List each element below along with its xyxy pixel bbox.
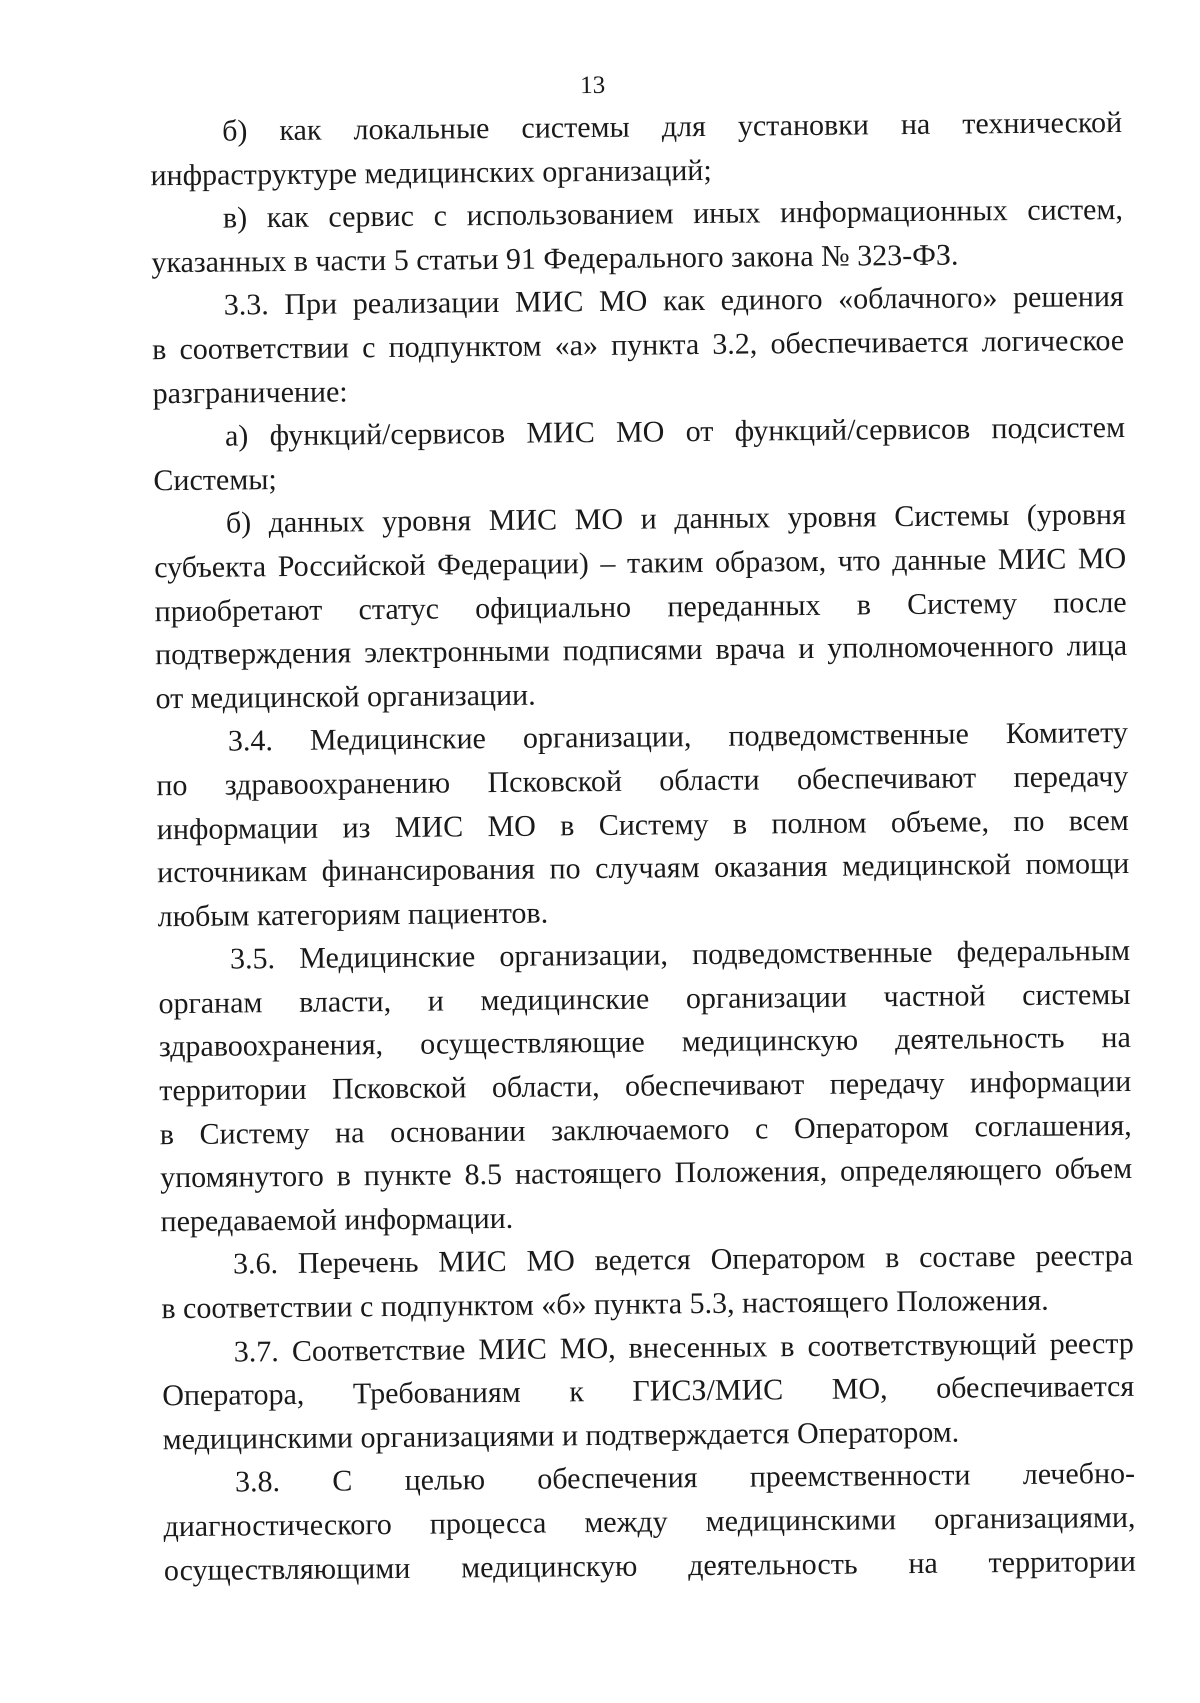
text-line: 3.7. Соответствие МИС МО, внесенных в соответствующий реестр <box>233 1326 1134 1369</box>
paragraph <box>163 1452 1136 1592</box>
text-line: органам власти, и медицинские организации частной системы <box>158 977 1131 1021</box>
text-line: 3.3. При реализации МИС МО как единого «облачного» решения <box>223 280 1124 322</box>
text-line: а) функций/сервисов МИС МО от функций/сервисов подсистем <box>224 411 1126 453</box>
text-line: указанных в части 5 статьи 91 Федерального закона № 323-ФЗ. <box>151 238 959 280</box>
text-line: передаваемой информации. <box>160 1201 514 1239</box>
text-line: в Систему на основании заключаемого с Оператором соглашения, <box>159 1108 1132 1151</box>
text-line: 3.8. С целью обеспечения преемственности лечебно- <box>234 1457 1136 1499</box>
document-body <box>150 101 1136 1592</box>
text-line: от медицинской организации. <box>155 678 536 715</box>
text-line: 3.6. Перечень МИС МО ведется Оператором в составе реестра <box>232 1239 1134 1281</box>
text-line: Оператора, Требованиям к ГИСЗ/МИС МО, обеспечивается <box>162 1370 1135 1413</box>
text-line: в) как сервис с использованием иных информационных систем, <box>222 193 1124 235</box>
text-line: приобретают статус официально переданных в Систему после <box>154 585 1127 628</box>
text-line: б) как локальные системы для установки на технической <box>221 105 1123 148</box>
text-line: Системы; <box>153 462 277 498</box>
paragraph <box>153 406 1126 503</box>
paragraph <box>154 493 1128 720</box>
paragraph <box>156 711 1130 938</box>
page-number: 13 <box>580 71 606 100</box>
text-line: осуществляющими медицинскую деятельность на территории <box>163 1544 1137 1587</box>
paragraph <box>152 275 1125 415</box>
text-line: субъекта Российской Федерации) – таким образом, что данные МИС МО <box>154 541 1127 585</box>
text-line: информации из МИС МО в Систему в полном объеме, по всем <box>156 803 1129 846</box>
text-line: диагностического процесса между медицинскими организациями, <box>163 1500 1136 1544</box>
text-line: разграничение: <box>152 374 348 410</box>
text-line: в соответствии с подпунктом «а» пункта 3.2, обеспечивается логическое <box>152 323 1125 367</box>
text-line: по здравоохранению Псковской области обеспечивают передачу <box>156 759 1129 803</box>
text-line: в соответствии с подпунктом «б» пункта 5.3, настоящего Положения. <box>161 1283 1049 1326</box>
paragraph <box>158 929 1133 1243</box>
paragraph <box>151 188 1124 285</box>
text-line: территории Псковской области, обеспечивают передачу информации <box>159 1064 1132 1108</box>
text-line: упомянутого в пункте 8.5 настоящего Положения, определяющего объем <box>159 1152 1133 1195</box>
text-line: 3.4. Медицинские организации, подведомственные Комитету <box>227 716 1129 758</box>
text-line: здравоохранения, осуществляющие медицинскую деятельность на <box>158 1021 1132 1064</box>
paragraph <box>161 1234 1134 1331</box>
text-line: 3.5. Медицинские организации, подведомственные федеральным <box>229 934 1131 976</box>
text-line: любым категориям пациентов. <box>157 896 549 933</box>
text-line: подтверждения электронными подписями врача и уполномоченного лица <box>154 629 1128 672</box>
paragraph <box>150 101 1123 198</box>
text-line: б) данных уровня МИС МО и данных уровня Системы (уровня <box>225 498 1126 540</box>
text-line: медицинскими организациями и подтверждается Оператором. <box>162 1415 960 1457</box>
paragraph <box>162 1322 1135 1462</box>
text-line: источникам финансирования по случаям оказания медицинской помощи <box>157 847 1130 890</box>
text-line: инфраструктуре медицинских организаций; <box>150 153 712 192</box>
